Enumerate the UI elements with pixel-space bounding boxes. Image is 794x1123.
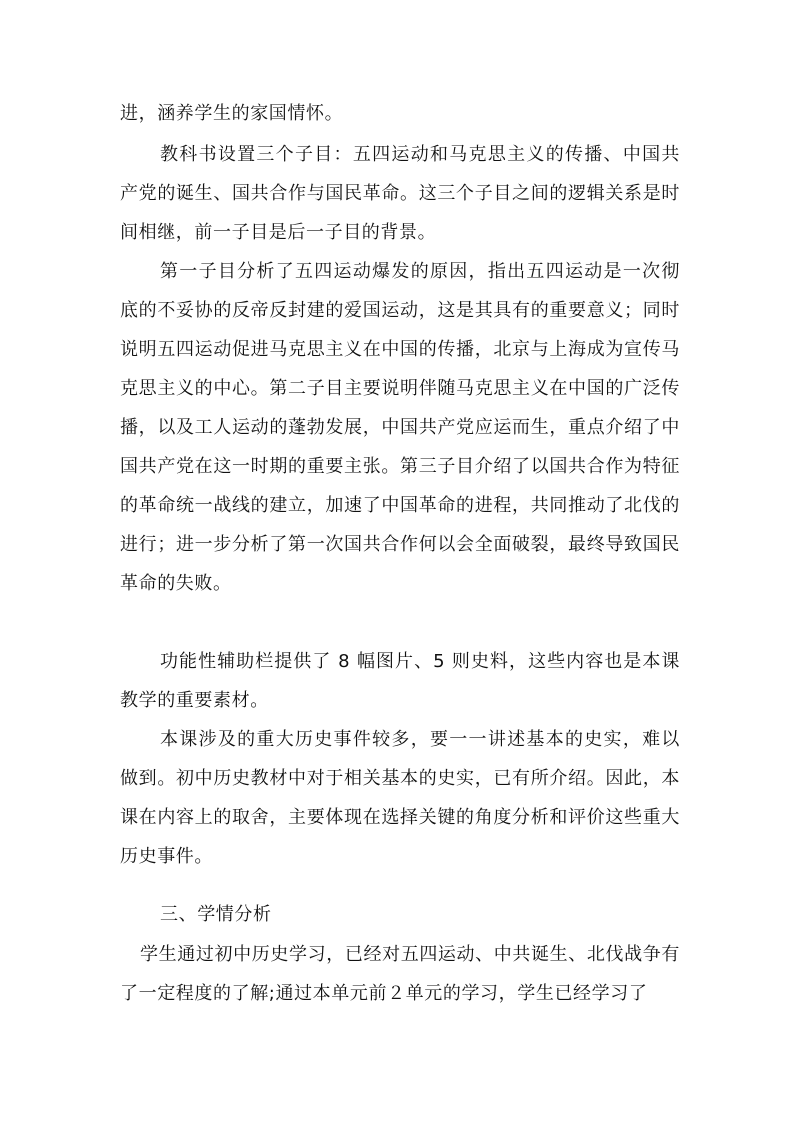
paragraph-learner-analysis — [120, 935, 680, 1013]
paragraph-subsection-analysis: 第一子目分析了五四运动爆发的原因，指出五四运动是一次彻底的不妥协的反帝反封建的爱国运动，这是其具有的重要意义；同时说明五四运动促进马克思主义在中国的传播，北京与上海成为宣传马克思主义的中心。第二子目主要说明伴随马克思主义在中国的广泛传播，以及工人运动的蓬勃发展，中国共产党应运而生，重点介绍了中国共产党在这一时期的重要主张。第三子目介绍了以国共合作为特征的革命统一战线的建立，加速了中国革命的进程，共同推动了北伐的进行；进一步分析了第一次国共合作何以会全面破裂，最终导致国民革命的失败。 — [120, 261, 680, 594]
paragraph-learner-analysis-text: 学生通过初中历史学习，已经对五四运动、中共诞生、北伐战争有了一定程度的了解;通过本单元前２单元的学习，学生已经学习了 — [120, 944, 680, 1004]
paragraph-continuation: 进，涵养学生的家国情怀。 — [120, 103, 344, 124]
section-heading: 三、学情分析 — [160, 904, 272, 925]
paragraph-content-selection: 本课涉及的重大历史事件较多，要一一讲述基本的史实，难以做到。初中历史教材中对于相关基本的史实，已有所介绍。因此，本课在内容上的取舍，主要体现在选择关键的角度分析和评价这些重大历史事件。 — [120, 729, 680, 867]
paragraph-subsections: 教科书设置三个子目：五四运动和马克思主义的传播、中国共产党的诞生、国共合作与国民革命。这三个子目之间的逻辑关系是时间相继，前一子目是后一子目的背景。 — [120, 144, 680, 243]
paragraph-auxiliary-materials: 功能性辅助栏提供了 8 幅图片、5 则史料，这些内容也是本课教学的重要素材。 — [120, 651, 680, 711]
